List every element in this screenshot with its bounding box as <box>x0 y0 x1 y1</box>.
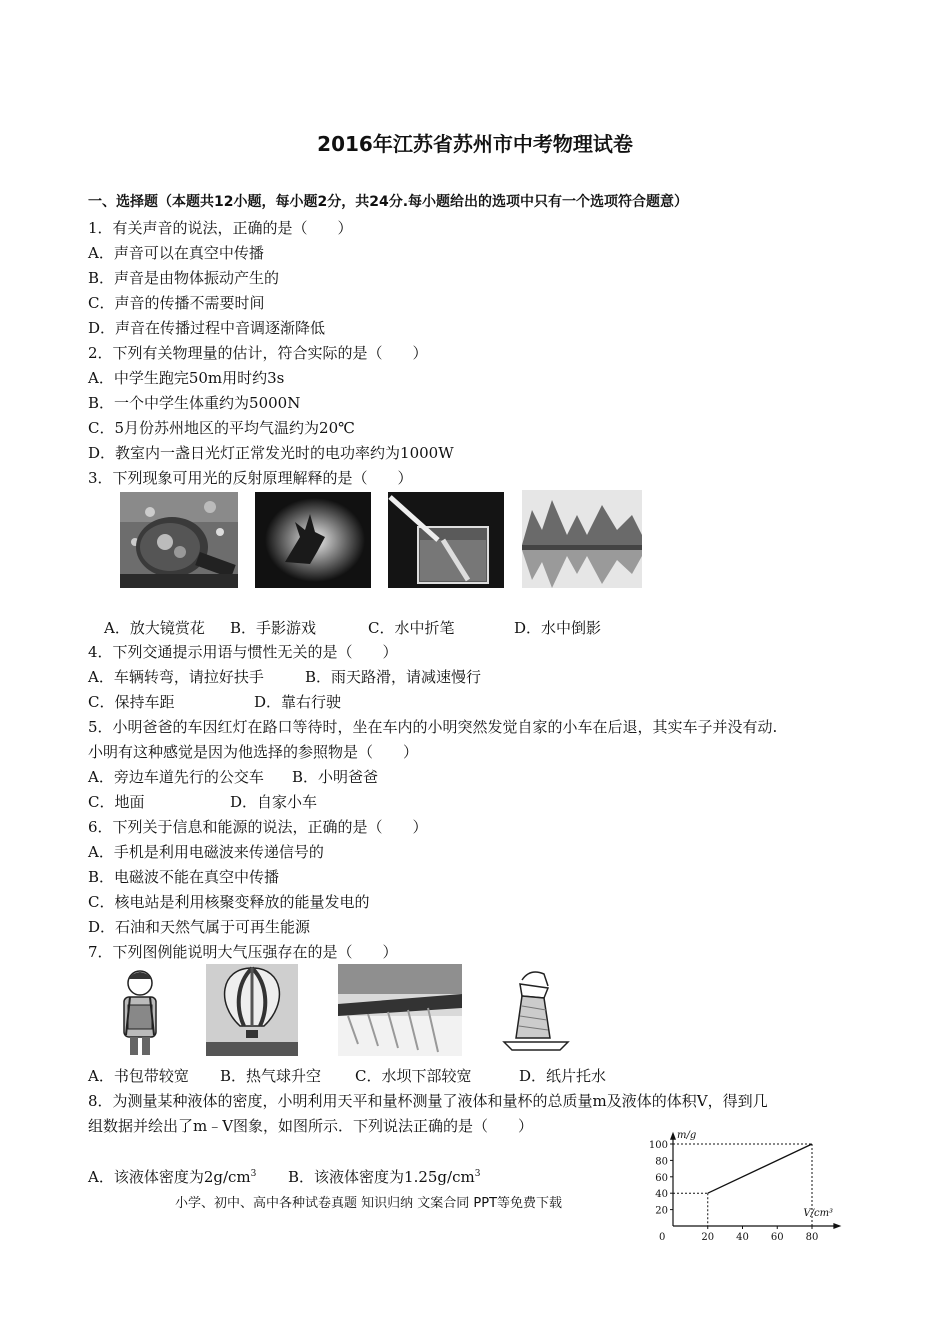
x-axis-arrow <box>833 1223 841 1229</box>
x-tick-label: 20 <box>701 1232 715 1243</box>
q8-stem-line2: 组数据并绘出了m﹣V图象，如图所示．下列说法正确的是（ ） <box>88 1117 534 1135</box>
q1-option-c: C．声音的传播不需要时间 <box>88 294 265 312</box>
q3-stem: 3．下列现象可用光的反射原理解释的是（ ） <box>88 469 413 487</box>
q6-option-d: D．石油和天然气属于可再生能源 <box>88 918 311 936</box>
q4-stem: 4．下列交通提示用语与惯性无关的是（ ） <box>88 643 398 661</box>
footer-watermark: 小学、初中、高中各种试卷真题 知识归纳 文案合同 PPT等免费下载 <box>175 1196 563 1211</box>
x-tick-label: 80 <box>805 1232 819 1243</box>
q1-option-a: A．声音可以在真空中传播 <box>88 244 264 262</box>
q2-option-a: A．中学生跑完50m用时约3s <box>88 369 285 387</box>
y-tick-label: 80 <box>655 1156 668 1168</box>
q4-option-c: C．保持车距 <box>88 693 175 711</box>
paper-holds-water-drawing <box>500 966 572 1054</box>
y-axis-label: m/g <box>677 1129 697 1141</box>
q2-option-c: C．5月份苏州地区的平均气温约为20℃ <box>88 419 355 437</box>
bent-pencil-photo <box>388 492 504 588</box>
magnifier-flower-photo <box>120 492 238 588</box>
q8-option-a: A．该液体密度为$2g/cm^3$ <box>88 1168 257 1186</box>
q4-option-d: D．靠右行驶 <box>254 693 342 711</box>
q6-option-b: B．电磁波不能在真空中传播 <box>88 868 280 886</box>
page-title: 2016年江苏省苏州市中考物理试卷 <box>317 132 633 156</box>
q8-option-b: B．该液体密度为$1.25g/cm^3$ <box>288 1168 481 1186</box>
q4-option-b: B．雨天路滑，请减速慢行 <box>305 668 482 686</box>
q5-option-b: B．小明爸爸 <box>292 768 379 786</box>
q7-option-c: C．水坝下部较宽 <box>355 1067 472 1085</box>
q8-stem-line1: 8．为测量某种液体的密度，小明利用天平和量杯测量了液体和量杯的总质量m及液体的体积V，得到几 <box>88 1092 768 1110</box>
q3-option-d: D．水中倒影 <box>514 619 602 637</box>
q7-option-a: A．书包带较宽 <box>88 1067 189 1085</box>
q4-option-a: A．车辆转弯，请拉好扶手 <box>88 668 264 686</box>
y-tick-label: 20 <box>655 1205 668 1217</box>
schoolbag-boy-drawing <box>112 965 168 1059</box>
x-tick-label: 40 <box>736 1232 749 1243</box>
y-axis-arrow <box>670 1132 676 1140</box>
x-tick-label: 60 <box>770 1232 784 1243</box>
q3-option-c: C．水中折笔 <box>368 619 455 637</box>
q6-stem: 6．下列关于信息和能源的说法，正确的是（ ） <box>88 818 428 836</box>
q3-option-b: B．手影游戏 <box>230 619 317 637</box>
m-v-chart <box>640 1118 855 1246</box>
y-tick-label: 100 <box>648 1140 668 1151</box>
y-tick-label: 60 <box>655 1172 668 1184</box>
dam-photo <box>338 964 462 1056</box>
x-axis-label: V/cm³ <box>803 1208 834 1219</box>
q1-option-b: B．声音是由物体振动产生的 <box>88 269 280 287</box>
hot-air-balloon-photo <box>206 964 298 1056</box>
q6-option-a: A．手机是利用电磁波来传递信号的 <box>88 843 324 861</box>
q1-stem: 1．有关声音的说法，正确的是（ ） <box>88 219 353 237</box>
q5-option-c: C．地面 <box>88 793 145 811</box>
q5-stem-line1: 5．小明爸爸的车因红灯在路口等待时，坐在车内的小明突然发觉自家的小车在后退，其实车子并没有动. <box>88 718 778 736</box>
q2-stem: 2．下列有关物理量的估计，符合实际的是（ ） <box>88 344 428 362</box>
y-tick-label: 40 <box>655 1189 668 1201</box>
q6-option-c: C．核电站是利用核聚变释放的能量发电的 <box>88 893 370 911</box>
q7-stem: 7．下列图例能说明大气压强存在的是（ ） <box>88 943 398 961</box>
q2-option-b: B．一个中学生体重约为5000N <box>88 394 301 412</box>
section-heading: 一、选择题（本题共12小题，每小题2分，共24分.每小题给出的选项中只有一个选项符合题意） <box>88 194 689 210</box>
q5-option-a: A．旁边车道先行的公交车 <box>88 768 264 786</box>
q2-option-d: D．教室内一盏日光灯正常发光时的电功率约为1000W <box>88 444 454 462</box>
series-line <box>708 1144 812 1193</box>
water-reflection-photo <box>522 490 642 588</box>
q5-stem-line2: 小明有这种感觉是因为他选择的参照物是（ ） <box>88 743 419 761</box>
q7-option-d: D．纸片托水 <box>519 1067 607 1085</box>
origin-label: 0 <box>659 1232 666 1243</box>
q7-option-b: B．热气球升空 <box>220 1067 322 1085</box>
q3-option-a: A．放大镜赏花 <box>104 619 205 637</box>
hand-shadow-photo <box>255 492 371 588</box>
q5-option-d: D．自家小车 <box>230 793 318 811</box>
q1-option-d: D．声音在传播过程中音调逐渐降低 <box>88 319 326 337</box>
